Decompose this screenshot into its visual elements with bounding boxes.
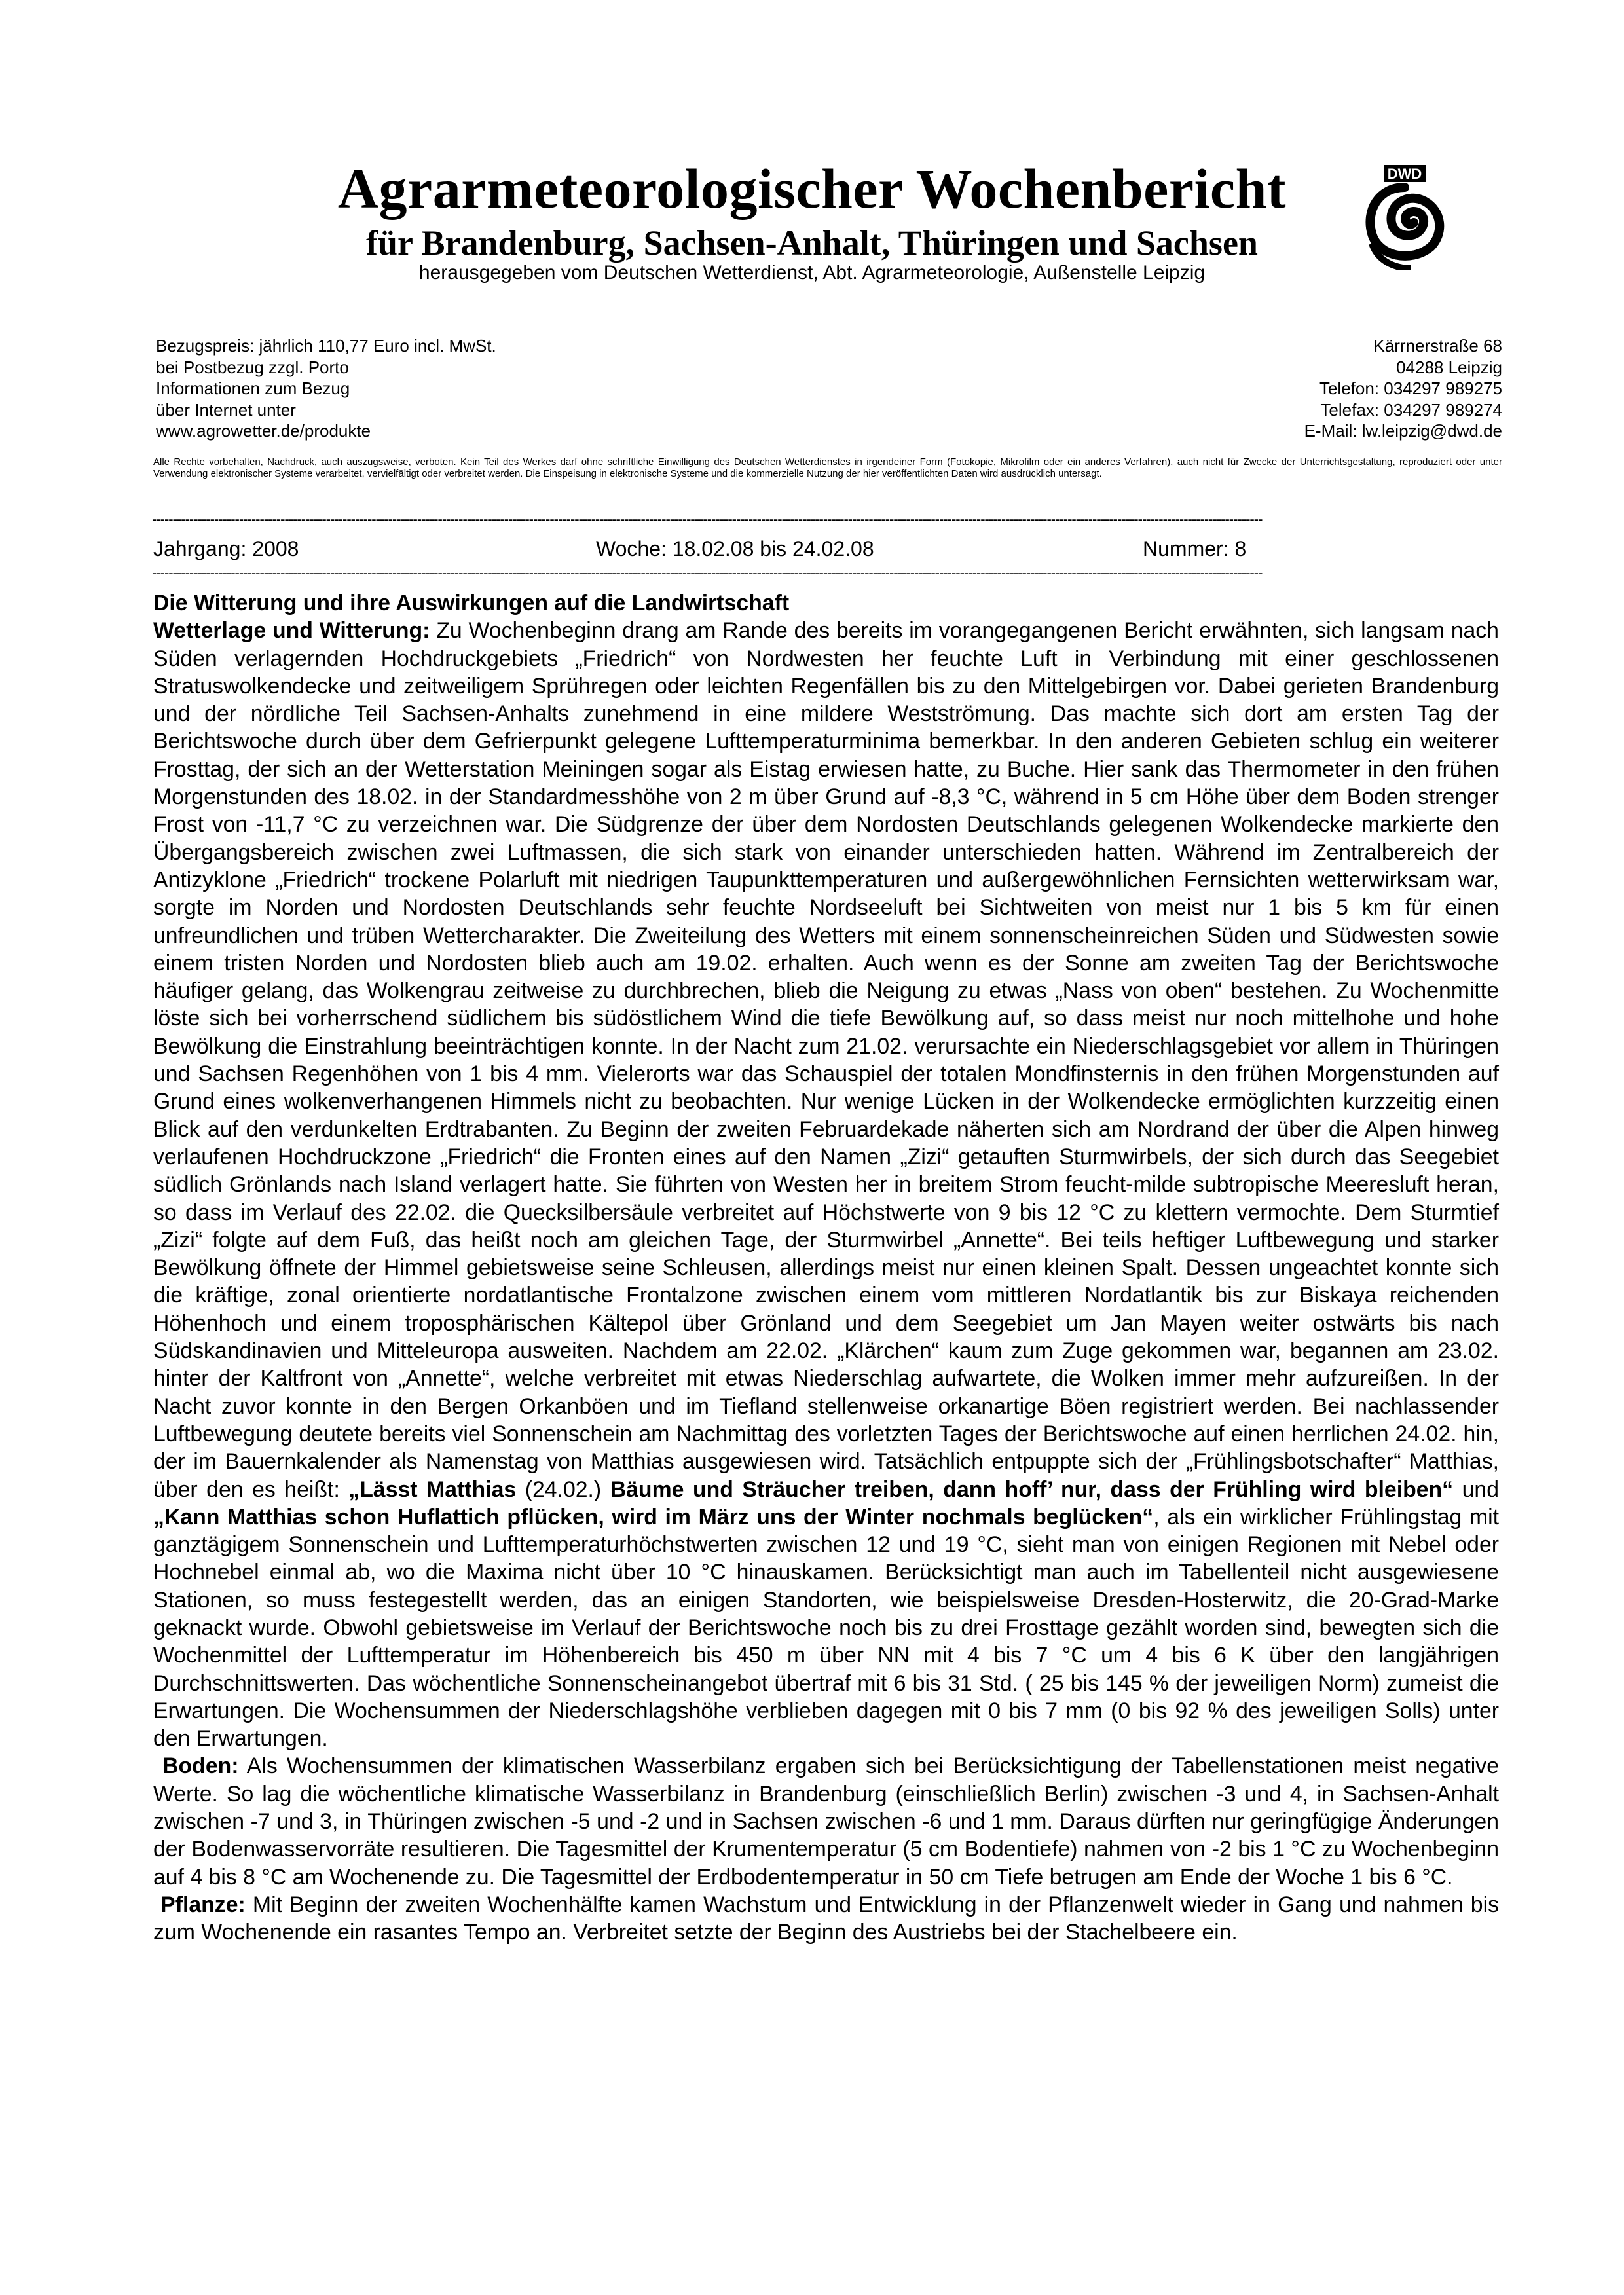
- info-right-line: Kärrnerstraße 68: [1373, 336, 1502, 356]
- logo-text: DWD: [1387, 166, 1422, 182]
- plant-paragraph: Pflanze: Mit Beginn der zweiten Wochenhälfte kamen Wachstum und Entwicklung in der Pflanzenwelt wieder in Gang und nahmen bis zum Wochenende ein rasantes Tempo an. Verbreitet setzte der Beginn des Austriebs bei der Stachelbeere ein.: [153, 1892, 1499, 1945]
- info-right-line: 04288 Leipzig: [1396, 357, 1502, 377]
- email-link[interactable]: E-Mail: lw.leipzig@dwd.de: [1304, 421, 1502, 441]
- publisher-line: herausgegeben vom Deutschen Wetterdienst, Abt. Agrarmeteorologie, Außenstelle Leipzig: [418, 262, 1206, 284]
- report-title: Agrarmeteorologischer Wochenbericht: [337, 157, 1287, 220]
- issue-number: Nummer: 8: [1143, 537, 1247, 560]
- info-left-line: Informationen zum Bezug: [156, 378, 350, 398]
- volume: Jahrgang: 2008: [153, 537, 299, 560]
- plant-label: Pflanze:: [160, 1892, 246, 1917]
- divider-bottom: ----------------------------------------------------------------------------------------------------------------------------------------------------------------------------------------------------------------------------------------------------------------------------: [152, 564, 1263, 581]
- soil-label: Boden:: [162, 1753, 239, 1779]
- website-link[interactable]: www.agrowetter.de/produkte: [156, 421, 371, 441]
- info-left-line: Bezugspreis: jährlich 110,77 Euro incl. MwSt.: [156, 336, 496, 356]
- weather-label: Wetterlage und Witterung:: [153, 618, 430, 644]
- report-body: [153, 589, 1499, 1947]
- info-left-line: bei Postbezug zzgl. Porto: [156, 357, 349, 377]
- week-range: Woche: 18.02.08 bis 24.02.08: [596, 537, 874, 560]
- legal-notice: Alle Rechte vorbehalten, Nachdruck, auch auszugsweise, verboten. Kein Teil des Werkes darf ohne schriftliche Einwilligung des Deutschen Wetterdienstes in irgendeiner Form (Fotokopie, Mikrofilm oder ein anderes Verfahren), auch nicht für Zwecke der Unterrichtsgestaltung, reproduziert oder unter Verwendung elektronischer Systeme verarbeitet, vervielfältigt oder verbreitet werden. Die Einspeisung in elektronische Systeme und die kommerzielle Nutzung der hier veröffentlichten Daten wird ausdrücklich untersagt.: [153, 456, 1502, 479]
- section-heading: Die Witterung und ihre Auswirkungen auf die Landwirtschaft: [153, 591, 790, 615]
- report-subtitle: für Brandenburg, Sachsen-Anhalt, Thüringen und Sachsen: [366, 223, 1258, 263]
- divider-top: ----------------------------------------------------------------------------------------------------------------------------------------------------------------------------------------------------------------------------------------------------------------------------: [152, 511, 1263, 527]
- soil-paragraph: Boden: Als Wochensummen der klimatischen Wasserbilanz ergaben sich bei Berücksichtigung der Tabellenstationen meist negative Werte. So lag die wöchentliche klimatische Wasserbilanz in Brandenburg (einschließlich Berlin) zwischen -3 und 4, in Sachsen-Anhalt zwischen -7 und 3, in Thüringen zwischen -5 und -2 und in Sachsen zwischen -6 und 1 mm. Daraus dürften nur geringfügige Änderungen der Bodenwasservorräte resultieren. Die Tagesmittel der Krumentemperatur (5 cm Bodentiefe) nahmen von -2 bis 1 °C zu Wochenbeginn auf 4 bis 8 °C am Wochenende zu. Die Tagesmittel der Erdbodentemperatur in 50 cm Tiefe betrugen am Ende der Woche 1 bis 6 °C.: [153, 1753, 1500, 1890]
- phone: Telefon: 034297 989275: [1319, 378, 1502, 398]
- fax: Telefax: 034297 989274: [1320, 399, 1502, 420]
- subscription-info: [156, 335, 496, 442]
- dwd-logo-icon: [1359, 165, 1450, 270]
- weather-paragraph: Wetterlage und Witterung: Zu Wochenbeginn drang am Rande des bereits im vorangegangenen Bericht erwähnten, sich langsam nach Süden verlagernden Hochdruckgebiets „Friedrich“ von Nordwesten her feuchte Luft in Verbindung mit einer geschlossenen Stratuswolkendecke und zeitweiligem Sprühregen oder leichten Regenfällen bis zu den Mittelgebirgen vor. Dabei gerieten Brandenburg und der nördliche Teil Sachsen-Anhalts zunehmend in eine mildere Westströmung. Das machte sich dort am ersten Tag der Berichtswoche durch über dem Gefrierpunkt gelegene Lufttemperaturminima bemerkbar. In den anderen Gebieten schlug ein weiterer Frosttag, der sich an der Wetterstation Meiningen sogar als Eistag erwiesen hatte, zu Buche. Hier sank das Thermometer in den frühen Morgenstunden des 18.02. in der Standardmesshöhe von 2 m über Grund auf -8,3 °C, während in 5 cm Höhe über dem Boden strenger Frost von -11,7 °C zu verzeichnen war. Die Südgrenze der über dem Nordosten Deutschlands gelegenen Wolkendecke markierte den Übergangsbereich zwischen zwei Luftmassen, die sich stark von einander unterschieden hatten. Während im Zentralbereich der Antizyklone „Friedrich“ trockene Polarluft mit niedrigen Taupunkttemperaturen und außergewöhnlichen Fernsichten wetterwirksam war, sorgte im Norden und Nordosten Deutschlands sehr feuchte Nordseeluft bei Sichtweiten von meist nur 1 bis 5 km für einen unfreundlichen und trüben Wettercharakter. Die Zweiteilung des Wetters mit einem sonnenscheinreichen Süden und Südwesten sowie einem tristen Norden und Nordosten blieb auch am 19.02. erhalten. Auch wenn es der Sonne am zweiten Tag der Berichtswoche häufiger gelang, das Wolkengrau zeitweise zu durchbrechen, blieb die Neigung zu etwas „Nass von oben“ bestehen. Zu Wochenmitte löste sich bei vorherrschend südlichem bis südöstlichem Wind die tiefe Bewölkung auf, so dass meist nur noch mittelhohe und hohe Bewölkung die Einstrahlung beeinträchtigen konnte. In der Nacht zum 21.02. verursachte ein Niederschlagsgebiet vor allem in Thüringen und Sachsen Regenhöhen von 1 bis 4 mm. Vielerorts war das Schauspiel der totalen Mondfinsternis in den frühen Morgenstunden auf Grund eines wolkenverhangenen Himmels nicht zu beobachten. Nur wenige Lücken in der Wolkendecke ermöglichten kurzzeitig einen Blick auf den verdunkelten Erdtrabanten. Zu Beginn der zweiten Februardekade näherten sich am Nordrand der über die Alpen hinweg verlaufenen Hochdruckzone „Friedrich“ die Fronten eines auf den Namen „Zizi“ getauften Sturmwirbels, der sich durch das Seegebiet südlich Grönlands nach Island verlagert hatte. Sie führten von Westen her in breitem Strom feucht-milde subtropische Meeresluft heran, so dass im Verlauf des 22.02. die Quecksilbersäule verbreitet auf Höchstwerte von 9 bis 12 °C zu klettern vermochte. Dem Sturmtief „Zizi“ folgte auf dem Fuß, das heißt noch am gleichen Tage, der Sturmwirbel „Annette“. Bei teils heftiger Luftbewegung und starker Bewölkung öffnete der Himmel gebietsweise seine Schleusen, allerdings meist nur einen kleinen Spalt. Dessen ungeachtet konnte sich die kräftige, zonal orientierte nordatlantische Frontalzone zwischen einem vom mittleren Nordatlantik bis zur Biskaya reichenden Höhenhoch und einem troposphärischen Kältepol über Grönland und dem Seegebiet um Jan Mayen weiter ostwärts bis nach Südskandinavien und Mitteleuropa ausweiten. Nachdem am 22.02. „Klärchen“ kaum zum Zuge gekommen war, begannen am 23.02. hinter der Kaltfront von „Annette“, welche verbreitet mit etwas Niederschlag aufwartete, die Wolken immer mehr aufzureißen. In der Nacht zuvor konnte in den Bergen Orkanböen und im Tiefland stellenweise orkanartige Böen registriert werden. Bei nachlassender Luftbewegung deutete bereits viel Sonnenschein am Nachmittag des vorletzten Tages der Berichtswoche auf einen herrlichen 24.02. hin, der im Bauernkalender als Namenstag von Matthias ausgewiesen wird. Tatsächlich entpuppte sich der „Frühlingsbotschafter“ Matthias, über den es heißt: „Lässt Matthias (24.02.) Bäume und Sträucher treiben, dann hoff’ nur, dass der Frühling wird bleiben“ und „Kann Matthias schon Huflattich pflücken, wird im März uns der Winter nochmals beglücken“, als ein wirklicher Frühlingstag mit ganztägigem Sonnenschein und Lufttemperaturhöchstwerten zwischen 12 und 19 °C, sieht man von einigen Regionen mit Nebel oder Hochnebel einmal ab, wo die Maxima nicht über 10 °C hinauskamen. Berücksichtigt man auch im Tabellenteil nicht ausgewiesene Stationen, so muss festegestellt werden, das an einigen Standorten, wie beispielsweise Dresden-Hosterwitz, die 20-Grad-Marke geknackt wurde. Obwohl gebietsweise im Verlauf der Berichtswoche noch bis zu drei Frosttage gezählt worden sind, bewegten sich die Wochenmittel der Lufttemperatur im Höhenbereich bis 450 m über NN mit 4 bis 7 °C um 4 bis 6 K über den langjährigen Durchschnittswerten. Das wöchentliche Sonnenscheinangebot übertraf mit 6 bis 31 Std. ( 25 bis 145 % der jeweiligen Norm) zumeist die Erwartungen. Die Wochensummen der Niederschlagshöhe verblieben dagegen mit 0 bis 7 mm (0 bis 92 % des jeweiligen Solls) unter den Erwartungen.: [153, 618, 1500, 1752]
- contact-info: [1304, 335, 1502, 442]
- info-left-line: über Internet unter: [156, 399, 296, 420]
